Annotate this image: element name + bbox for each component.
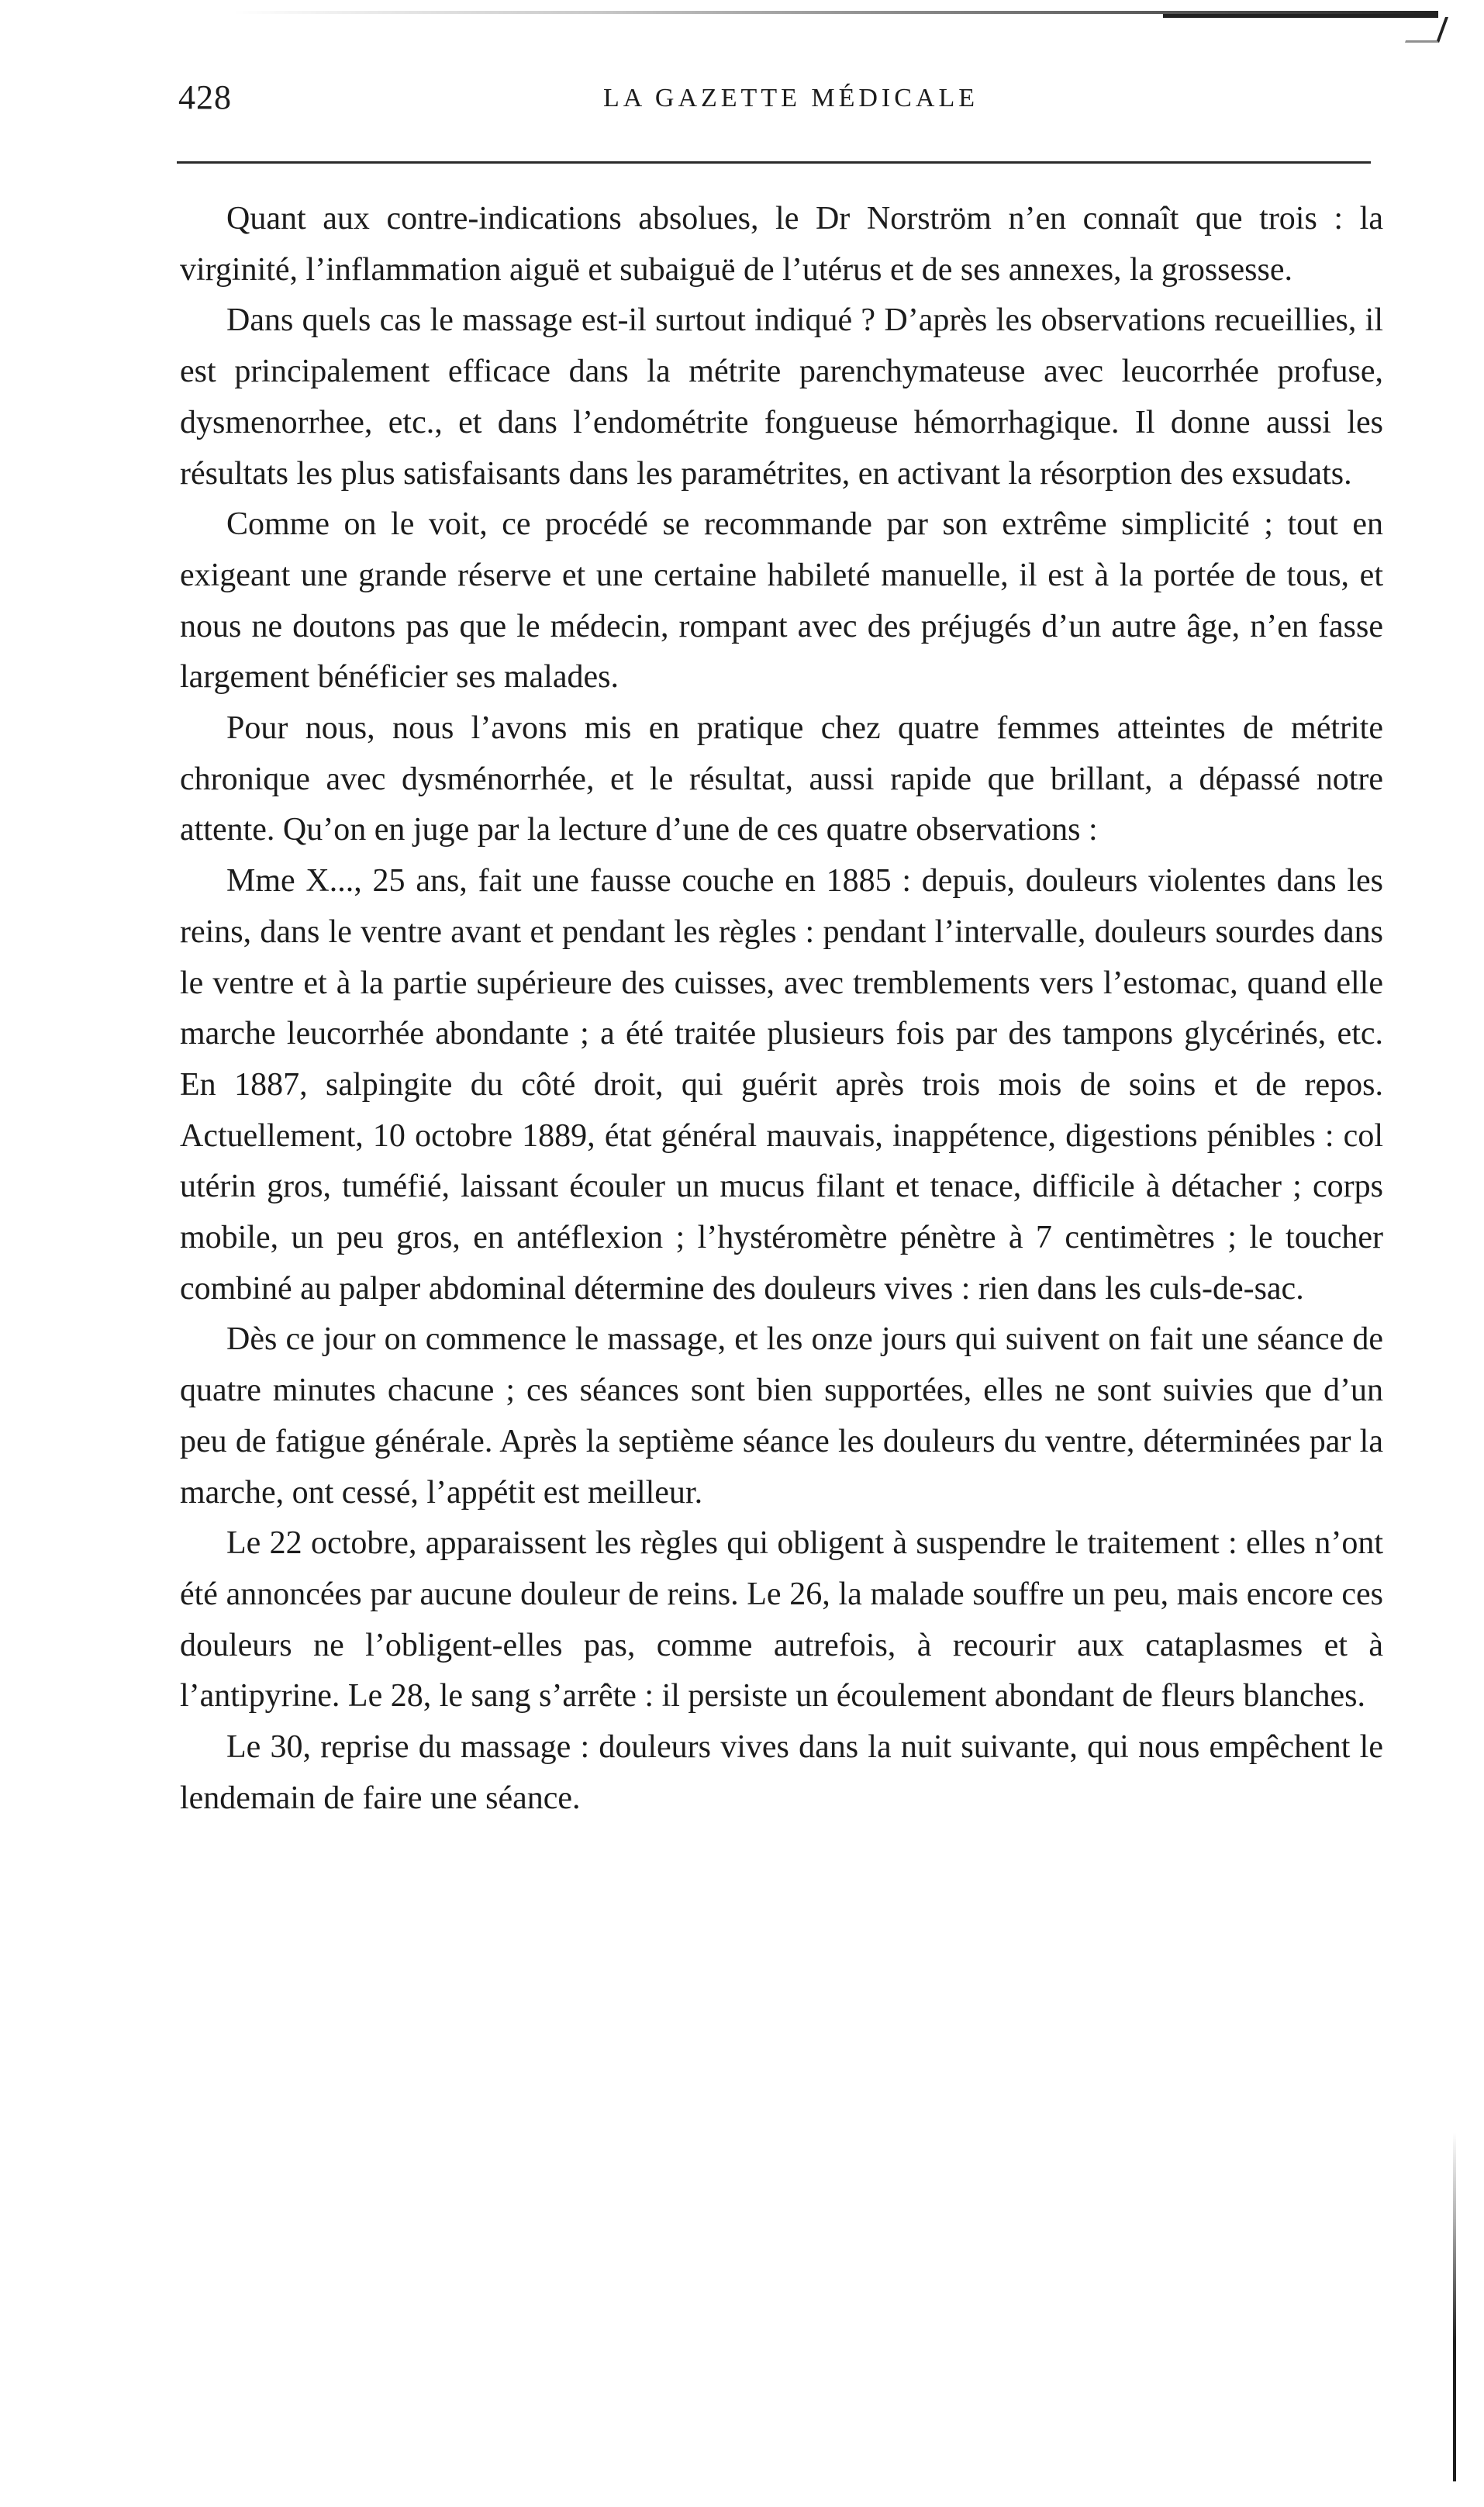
- paragraph-contre-indications: Quant aux contre-indications absolues, le Dr Norström n’en connaît que trois : la virginité, l’inflammation aiguë et subaiguë de l’utérus et de ses annexes, la grossesse.: [180, 201, 1383, 288]
- page-corner-mark: [1405, 17, 1448, 43]
- page-header: [178, 78, 1380, 132]
- paragraph-indications: Dans quels cas le massage est-il surtout indiqué ? D’après les observations recueillies, il est principalement efficace dans la métrite parenchymateuse avec leucorrhée profuse, dysmenorrhee, etc., et dans l’endométrite fongueuse hémorrhagique. Il donne aussi les résultats les plus satisfaisants dans les paramétrites, en activant la résorption des exsudats.: [180, 302, 1383, 492]
- paragraph-reprise: Le 30, reprise du massage : douleurs vives dans la nuit suivante, qui nous empêchent le lendemain de faire une séance.: [180, 1729, 1383, 1816]
- paragraph-regles: Le 22 octobre, apparaissent les règles qui obligent à suspendre le traitement : elles n’ont été annoncées par aucune douleur de reins. Le 26, la malade souffre un peu, mais encore ces douleurs ne l’obligent-elles pas, comme autrefois, à recourir aux cataplasmes et à l’antipyrine. Le 28, le sang s’arrête : il persiste un écoulement abondant de fleurs blanches.: [180, 1525, 1383, 1714]
- scan-margin-mark: [1453, 2132, 1456, 2481]
- paragraph-massage-debut: Dès ce jour on commence le massage, et les onze jours qui suivent on fait une séance de quatre minutes chacune ; ces séances sont bien supportées, elles ne sont suivies que d’un peu de fatigue générale. Après la septième séance les douleurs du ventre, déterminées par la marche, ont cessé, l’appétit est meilleur.: [180, 1321, 1383, 1511]
- page-number: 428: [178, 78, 232, 116]
- article-body: [180, 194, 1383, 1825]
- top-edge-rule-thick: [1163, 14, 1438, 18]
- paragraph-simplicite: Comme on le voit, ce procédé se recommande par son extrême simplicité ; tout en exigeant une grande réserve et une certaine habileté manuelle, il est à la portée de tous, et nous ne doutons pas que le médecin, rompant avec des préjugés d’un autre âge, n’en fasse largement bénéficier ses malades.: [180, 506, 1383, 696]
- paragraph-observation: Mme X..., 25 ans, fait une fausse couche en 1885 : depuis, douleurs violentes dans les reins, dans le ventre avant et pendant les règles : pendant l’intervalle, douleurs sourdes dans le ventre et à la partie supérieure des cuisses, avec tremblements vers l’estomac, quand elle marche leucorrhée abondante ; a été traitée plusieurs fois par des tampons glycérinés, etc. En 1887, salpingite du côté droit, qui guérit après trois mois de soins et de repos. Actuellement, 10 octobre 1889, état général mauvais, inappétence, digestions pénibles : col utérin gros, tuméfié, laissant écouler un mucus filant et tenace, difficile à détacher ; corps mobile, un peu gros, en antéflexion ; l’hystéromètre pénètre à 7 centimètres ; le toucher combiné au palper abdominal détermine des douleurs vives : rien dans les culs-de-sac.: [180, 863, 1383, 1307]
- paragraph-pratique: Pour nous, nous l’avons mis en pratique chez quatre femmes atteintes de métrite chronique avec dysménorrhée, et le résultat, aussi rapide que brillant, a dépassé notre attente. Qu’on en juge par la lecture d’une de ces quatre observations :: [180, 710, 1383, 848]
- header-rule: [177, 161, 1371, 164]
- running-title: LA GAZETTE MÉDICALE: [602, 84, 979, 112]
